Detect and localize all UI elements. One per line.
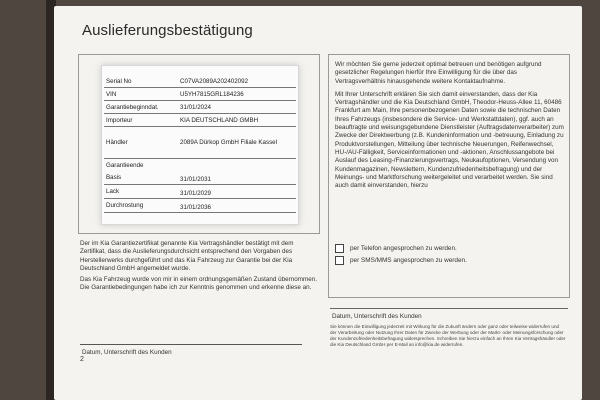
label-paint: Lack [106,188,120,195]
sms-consent-option[interactable] [335,256,467,265]
consent-details-paragraph: Mit Ihrer Unterschrift erklären Sie sich damit einverstanden, dass der Kia Vertragshändler und die Kia Deutschland GmbH, Theodor-Heuss-Allee 11, 60486 Frankfurt am Main, Ihre personenbezogenen Daten sowie die technischen Daten Ihres Fahrzeugs (insbesondere die Service- und Werkstattdaten), ggf. auch an beauftragte und weisungsgebundene Dienstleister (Auftragsdatenverarbeiter) zum Zwecke der Direktwerbung (z.B. Kundeninformation und -betreuung, Einladung zu Produktvorstellungen, Mitteilung über technische Neuerungen, Reifenwechsel, HU-/AU-Fälligkeit, Serviceinformationen und -aktionen, Anschlussangebote bei Auslauf des Leasing-/Finanzierungsvertrags, Neukaufoptionen, Versendung von Kundenmagazinen, Newslettern, Kundenzufriedenheitsbefragung) und der Meinungs- und Marktforschung weitergeleitet und verarbeitet werden. Sie sind auch damit einverstanden, hierzu [335,90,564,190]
phone-consent-label: per Telefon angesprochen zu werden. [350,245,457,252]
label-vin: VIN [106,91,117,98]
label-warranty-end: Garantieende [106,162,144,169]
value-serial-no: C07VA2089A202402092 [180,78,249,85]
row-divider [104,87,296,88]
customer-signature-label-left: Datum, Unterschrift des Kunden [82,349,172,356]
label-importer: Importeur [106,117,133,124]
label-serial-no: Serial No [106,78,132,85]
page-title: Auslieferungsbestätigung [82,22,253,39]
row-divider [104,113,296,114]
value-dealer: 2089A Dürkop GmbH Filiale Kassel [180,139,277,146]
consent-box [328,54,570,298]
page-number: 2 [80,356,84,363]
row-divider [104,184,296,185]
certificate-box [78,54,320,234]
row-divider [104,212,296,213]
delivery-confirmation-text [80,240,320,296]
value-vin: U5YH7815GRL184236 [180,91,244,98]
consent-intro-paragraph: Wir möchten Sie gerne jederzeit optimal betreuen und benötigen aufgrund gesetzlicher Regelungen hierfür Ihre Einwilligung für die über das Vertragsverhältnis hinausgehende weitere Kontaktaufnahme. [335,61,542,85]
row-divider [104,158,296,159]
sms-consent-label: per SMS/MMS angesprochen zu werden. [350,257,467,264]
row-divider [104,126,296,127]
value-paint: 31/01/2029 [180,190,211,197]
phone-consent-option[interactable] [335,244,457,253]
value-basis: 31/01/2031 [180,176,211,183]
certificate-sticker [101,65,299,225]
customer-acceptance-paragraph: Das Kia Fahrzeug wurde von mir in einem ordnungsgemäßen Zustand übernommen. Die Garantiebedingungen habe ich zur Kenntnis genommen und erkenne diese an. [80,276,317,292]
value-warranty-start: 31/01/2024 [180,104,211,111]
withdrawal-notice: Sie können die Einwilligung jederzeit mit Wirkung für die Zukunft ändern oder ganz oder teilweise widerrufen und der Verarbeitung oder Nutzung Ihrer Daten für Zwecke der Werbung oder der Markt- oder Meinungsforschung oder der Kundenzufriedenheitsbefragung widersprechen. Schreiben Sie hierzu einfach an Ihren Kia Vertragshändler oder die Kia Deutschland GmbH per E-Mail an info@kia.de widerrufen. [330,324,566,347]
value-importer: KIA DEUTSCHLAND GMBH [180,117,259,124]
document-page [54,6,582,400]
phone-consent-checkbox[interactable] [335,244,344,253]
dealer-confirmation-paragraph: Der im Kia Garantiezertifikat genannte Kia Vertragshändler bestätigt mit dem Zertifikat, dass die Auslieferungsdurchsicht entsprechend den Vorgaben des Herstellerwerks durchgeführt und das Kia Fahrzeug zur Garantie bei der Kia Deutschland GmbH angemeldet wurde. [80,240,294,272]
label-warranty-start: Garantiebeginndat. [106,104,159,111]
sms-consent-checkbox[interactable] [335,256,344,265]
signature-line-left [80,344,302,345]
label-basis: Basis [106,174,122,181]
signature-line-right [330,308,568,309]
value-corrosion: 31/01/2036 [180,204,211,211]
customer-signature-label-right: Datum, Unterschrift des Kunden [332,313,422,320]
row-divider [104,100,296,101]
label-dealer: Händler [106,139,128,146]
row-divider [104,198,296,199]
consent-text [335,61,565,195]
label-corrosion: Durchrostung [106,202,144,209]
